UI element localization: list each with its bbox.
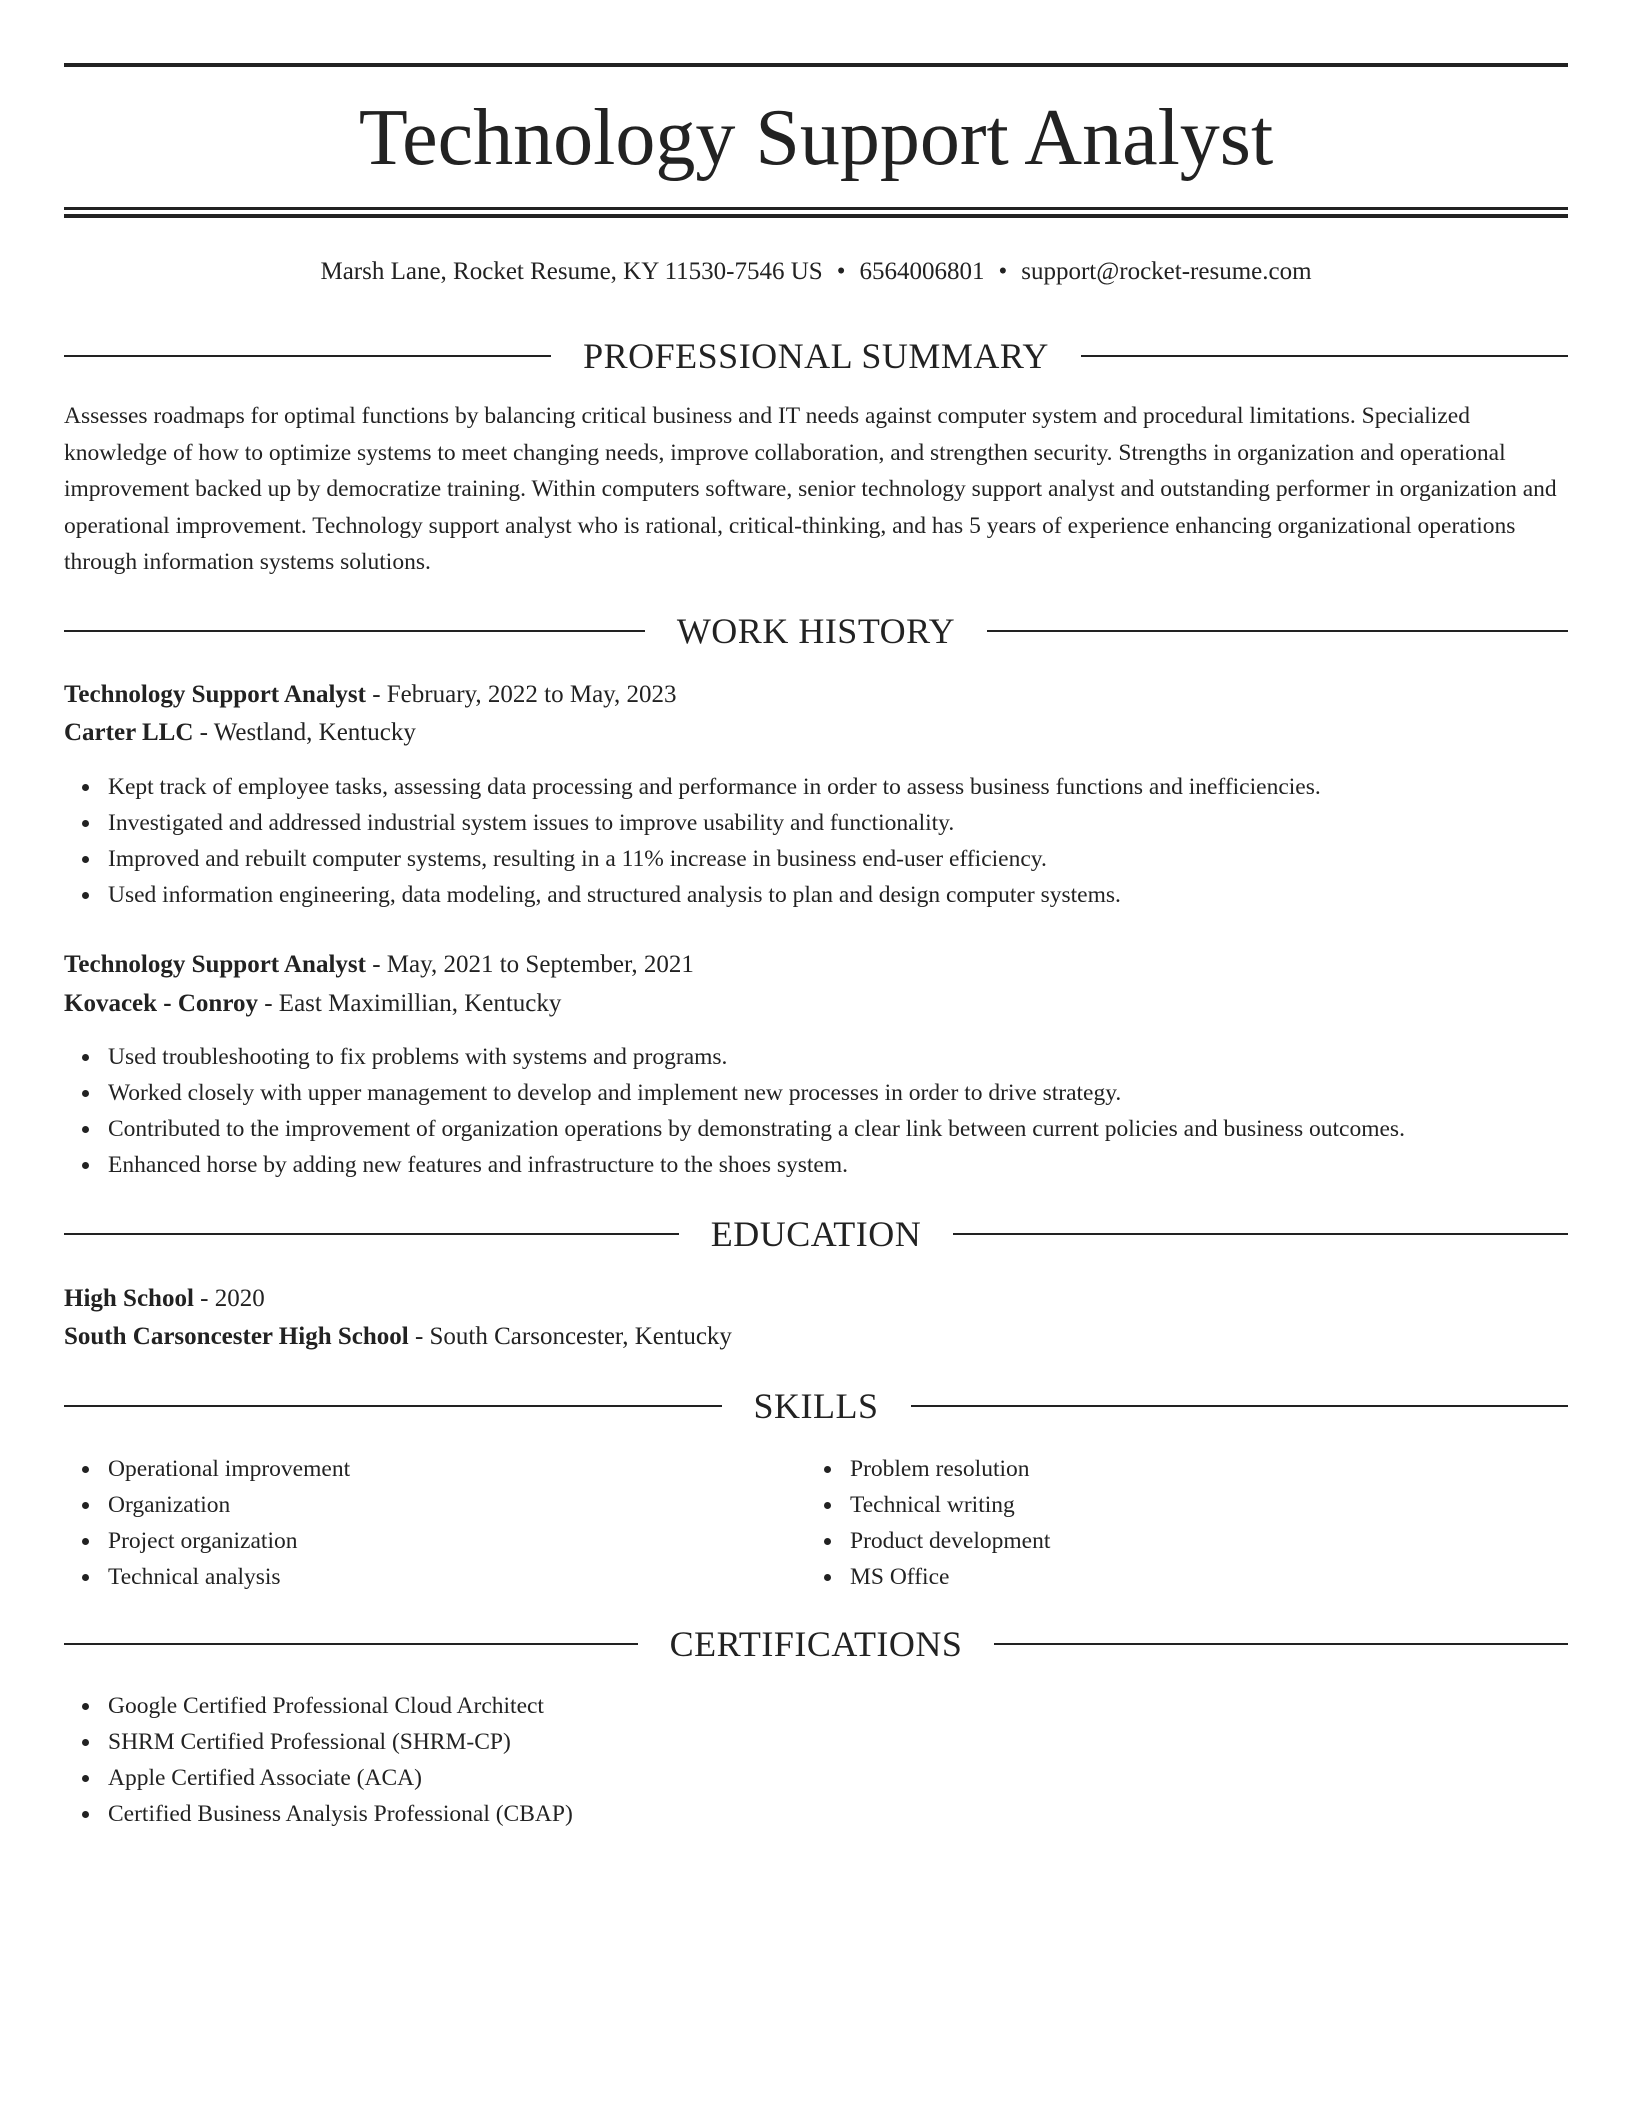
heading-rule-right — [987, 630, 1568, 632]
job-company: Carter LLC — [64, 719, 194, 746]
list-item: Worked closely with upper management to develop and implement new processes in order to drive strategy. — [108, 1075, 1612, 1111]
skills-list-right — [806, 1451, 1632, 1595]
certification-item: Certified Business Analysis Professional (CBAP) — [108, 1796, 1612, 1832]
certification-item: Google Certified Professional Cloud Architect — [108, 1688, 1612, 1724]
skills-heading-title: SKILLS — [753, 1386, 879, 1426]
summary-heading — [64, 333, 1568, 379]
double-rule — [64, 207, 1568, 218]
job-company: Kovacek - Conroy — [64, 990, 258, 1017]
education-year: - 2020 — [193, 1285, 265, 1312]
list-item: Contributed to the improvement of organization operations by demonstrating a clear link between current policies and business outcomes. — [108, 1111, 1612, 1147]
education-location: - South Carsoncester, Kentucky — [408, 1323, 732, 1350]
skill-item: Technical analysis — [108, 1559, 1612, 1595]
top-rule — [64, 63, 1568, 67]
job-company-line — [64, 714, 1568, 752]
summary-text: Assesses roadmaps for optimal functions by balancing critical business and IT needs against computer system and procedural limitations. Specialized knowledge of how to optimize systems to meet changing needs, improve collaboration, and strengthen security. Strengths in organization and operational improvement backed up by democratize training. Within computers software, senior technology support analyst and outstanding performer in organization and operational improvement. Technology support analyst who is rational, critical-thinking, and has 5 years of experience enhancing organizational operations through information systems solutions. — [64, 403, 1557, 575]
heading-rule-left — [64, 355, 551, 357]
certifications-list — [64, 1688, 1612, 1832]
education-heading-title: EDUCATION — [710, 1214, 922, 1254]
work-history-heading-title: WORK HISTORY — [676, 611, 956, 651]
skill-item: Project organization — [108, 1523, 1612, 1559]
list-item: Improved and rebuilt computer systems, resulting in a 11% increase in business end-user efficiency. — [108, 841, 1612, 877]
education-degree: High School — [64, 1285, 194, 1312]
contact-separator: • — [836, 258, 846, 285]
list-item: Kept track of employee tasks, assessing data processing and performance in order to assess business functions and inefficiencies. — [108, 769, 1612, 805]
job-location: - East Maximillian, Kentucky — [257, 990, 562, 1017]
heading-rule-right — [911, 1405, 1569, 1407]
heading-rule-left — [64, 630, 645, 632]
heading-rule-left — [64, 1233, 679, 1235]
education-heading — [64, 1211, 1568, 1257]
certifications-heading — [64, 1621, 1568, 1667]
heading-rule-left — [64, 1643, 638, 1645]
job-company-line — [64, 985, 1568, 1023]
job-dates: - May, 2021 to September, 2021 — [365, 951, 694, 978]
list-item: Investigated and addressed industrial system issues to improve usability and functionality. — [108, 805, 1612, 841]
skills-heading — [64, 1383, 1568, 1429]
job-title: Technology Support Analyst — [64, 951, 366, 978]
skill-item: Product development — [850, 1523, 1632, 1559]
contact-email[interactable]: support@rocket-resume.com — [1021, 258, 1312, 285]
education-school: South Carsoncester High School — [64, 1323, 409, 1350]
list-item: Used troubleshooting to fix problems with systems and programs. — [108, 1039, 1612, 1075]
skill-item: MS Office — [850, 1559, 1632, 1595]
certification-item: SHRM Certified Professional (SHRM-CP) — [108, 1724, 1612, 1760]
skill-item: Organization — [108, 1487, 1612, 1523]
job-bullets — [64, 769, 1612, 913]
heading-rule-right — [994, 1643, 1568, 1645]
resume-name: Technology Support Analyst — [358, 94, 1274, 182]
skill-item: Technical writing — [850, 1487, 1632, 1523]
education-degree-line — [64, 1280, 1568, 1318]
heading-rule-right — [953, 1233, 1568, 1235]
contact-separator: • — [998, 258, 1008, 285]
work-history-heading — [64, 608, 1568, 654]
skill-item: Operational improvement — [108, 1451, 1612, 1487]
contact-address: Marsh Lane, Rocket Resume, KY 11530-7546 US — [320, 258, 823, 285]
certifications-heading-title: CERTIFICATIONS — [669, 1624, 963, 1664]
heading-rule-right — [1081, 355, 1568, 357]
list-item: Used information engineering, data modeling, and structured analysis to plan and design computer systems. — [108, 877, 1612, 913]
job-bullets — [64, 1039, 1612, 1183]
certification-item: Apple Certified Associate (ACA) — [108, 1760, 1612, 1796]
education-school-line — [64, 1318, 1568, 1356]
job-dates: - February, 2022 to May, 2023 — [365, 681, 677, 708]
contact-phone: 6564006801 — [859, 258, 985, 285]
job-title-line — [64, 946, 1568, 984]
contact-info — [64, 252, 1568, 292]
skill-item: Problem resolution — [850, 1451, 1632, 1487]
list-item: Enhanced horse by adding new features and infrastructure to the shoes system. — [108, 1147, 1612, 1183]
job-title-line — [64, 676, 1568, 714]
heading-rule-left — [64, 1405, 722, 1407]
job-title: Technology Support Analyst — [64, 681, 366, 708]
job-location: - Westland, Kentucky — [193, 719, 416, 746]
summary-heading-title: PROFESSIONAL SUMMARY — [583, 336, 1049, 376]
